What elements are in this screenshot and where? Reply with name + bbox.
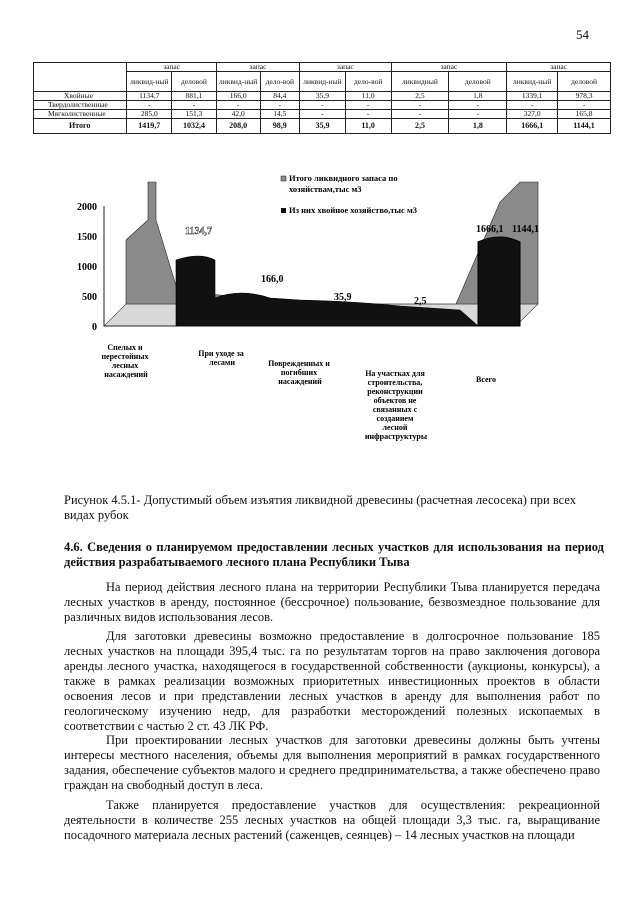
row-label: Хвойные xyxy=(34,92,127,101)
table-cell: 1134,7 xyxy=(127,92,172,101)
table-cell: - xyxy=(300,110,346,119)
table-cell: 42,0 xyxy=(216,110,260,119)
table-cell: - xyxy=(345,110,391,119)
category-line: На участках для xyxy=(365,369,425,378)
table-cell: 285,0 xyxy=(127,110,172,119)
y-tick-label: 1000 xyxy=(77,262,97,273)
data-label: 35,9 xyxy=(334,292,352,303)
table-cell: 1,8 xyxy=(449,92,507,101)
category-line: Спелых и xyxy=(107,343,143,352)
section-heading: 4.6. Сведения о планируемом предоставлении лесных участков для использования на период действия разрабатываемого лесного плана Республики Тыва xyxy=(64,540,604,569)
table-corner-cell xyxy=(34,63,127,92)
table-row xyxy=(34,110,611,119)
category-label xyxy=(198,349,246,367)
category-line: лесных xyxy=(111,361,139,370)
table-cell: - xyxy=(345,101,391,110)
category-line: перестойных xyxy=(101,352,149,361)
y-tick-label: 1500 xyxy=(77,232,97,243)
category-line: насаждений xyxy=(104,370,148,379)
table-subheader: ликвид-ный xyxy=(216,72,260,92)
category-line: созданием xyxy=(376,414,414,423)
series-coniferous-surface xyxy=(176,256,478,326)
row-label: Итого xyxy=(34,119,127,134)
table-subheader: дело-вой xyxy=(260,72,300,92)
table-cell: 978,3 xyxy=(558,92,611,101)
series-coniferous-last xyxy=(478,237,520,326)
category-line: инфраструктуры xyxy=(364,432,428,441)
table-cell: 1,8 xyxy=(449,119,507,134)
table-cell: 2,5 xyxy=(391,119,449,134)
table-cell: 11,0 xyxy=(345,92,391,101)
category-line: насаждений xyxy=(278,377,322,386)
category-line: Поврежденных и xyxy=(268,359,330,368)
table-cell: 98,9 xyxy=(260,119,300,134)
reserve-table xyxy=(33,62,611,134)
y-tick-label: 2000 xyxy=(77,202,97,213)
table-subheader: деловой xyxy=(449,72,507,92)
table-cell: - xyxy=(216,101,260,110)
table-group-header: запас xyxy=(216,63,299,72)
table-subheader: ликвид-ный xyxy=(300,72,346,92)
table-subheader: ликвид-ный xyxy=(507,72,558,92)
table-cell: 84,4 xyxy=(260,92,300,101)
category-line: лесной xyxy=(382,423,408,432)
legend-line: хозяйствам,тыс м3 xyxy=(289,184,362,194)
table-group-header: запас xyxy=(391,63,507,72)
category-line: строительства, xyxy=(367,378,423,387)
data-label: 1134,7 xyxy=(185,226,212,237)
table-group-header: запас xyxy=(127,63,216,72)
table-cell: 11,0 xyxy=(345,119,391,134)
data-label: 2,5 xyxy=(414,296,427,307)
table-cell: 327,0 xyxy=(507,110,558,119)
category-line: При уходе за xyxy=(198,349,244,358)
row-label: Твердолиственные xyxy=(34,101,127,110)
table-cell: 1144,1 xyxy=(558,119,611,134)
table-cell: - xyxy=(558,101,611,110)
category-line: объектов не xyxy=(373,396,417,405)
table-cell: - xyxy=(449,110,507,119)
table-subheader: деловой xyxy=(558,72,611,92)
legend-line: Итого ликвидного запаса по xyxy=(289,173,398,183)
table-cell: 166,0 xyxy=(216,92,260,101)
paragraph: Для заготовки древесины возможно предоставление в долгосрочное пользование 185 лесных участков на площади 395,4 тыс. га по результатам торгов на право заключения договора аренды лесного участка, находящегося в государственной собственности (аукционы, конкурсы), а также в рамках реализации возможных приоритетных инвестиционных проектов в области освоения лесов и при представлении лесных участков в аренду для выполнения работ по геологическому изучению недр, для разработки месторождений полезных ископаемых в соответствии с частью 2 ст. 43 ЛК РФ. xyxy=(64,629,600,733)
table-cell: 1419,7 xyxy=(127,119,172,134)
table-cell: - xyxy=(449,101,507,110)
category-label xyxy=(101,343,150,379)
table-cell: - xyxy=(507,101,558,110)
table-cell: - xyxy=(172,101,217,110)
table-subheader: деловой xyxy=(172,72,217,92)
table-cell: 881,1 xyxy=(172,92,217,101)
table-cell: 1666,1 xyxy=(507,119,558,134)
legend-label-total xyxy=(289,173,400,194)
legend-label-coniferous: Из них хвойное хозяйство,тыс м3 xyxy=(289,205,417,215)
table-cell: - xyxy=(127,101,172,110)
table-cell: - xyxy=(391,110,449,119)
table-subheader: ликвидный xyxy=(391,72,449,92)
table-total-row xyxy=(34,119,611,134)
table-cell: 35,9 xyxy=(300,119,346,134)
paragraph: При проектировании лесных участков для заготовки древесины должны быть учтены интересы местного населения, объемы для выполнения мероприятий в рамках государственного задания, обеспечение субъектов малого и среднего предпринимательства, а также обеспечено право граждан на свободный доступ в леса. xyxy=(64,733,600,792)
table-cell: - xyxy=(391,101,449,110)
category-line: реконструкции xyxy=(367,387,423,396)
table-cell: - xyxy=(260,101,300,110)
table-cell: 151,3 xyxy=(172,110,217,119)
figure-caption: Рисунок 4.5.1- Допустимый объем изъятия ликвидной древесины (расчетная лесосека) при всех видах рубок xyxy=(64,493,576,522)
y-tick-label: 0 xyxy=(92,322,97,333)
category-line: погибших xyxy=(280,368,318,377)
y-tick-label: 500 xyxy=(82,292,97,303)
table-cell: 1032,4 xyxy=(172,119,217,134)
category-label: Всего xyxy=(476,375,496,384)
category-line: лесами xyxy=(209,358,235,367)
legend-swatch-coniferous xyxy=(281,208,286,213)
category-line: связанных с xyxy=(372,405,418,414)
table-cell: - xyxy=(300,101,346,110)
table-group-header: запас xyxy=(507,63,611,72)
bar-chart xyxy=(0,170,640,490)
paragraph: Также планируется предоставление участков для осуществления: рекреационной деятельности в количестве 255 лесных участков на общей площади 3,3 тыс. га, выращивание посадочного материала лесных растений (саженцев, сеянцев) – 14 лесных участков на площади xyxy=(64,798,600,842)
table-cell: 2,5 xyxy=(391,92,449,101)
table-group-header: запас xyxy=(300,63,391,72)
table-cell: 165,8 xyxy=(558,110,611,119)
table-header-row xyxy=(34,63,611,72)
data-label: 166,0 xyxy=(261,274,284,285)
legend-swatch-total xyxy=(281,176,286,181)
category-label xyxy=(365,369,428,441)
category-label xyxy=(268,359,332,386)
page-number: 54 xyxy=(576,27,589,42)
table-subheader: ликвид-ный xyxy=(127,72,172,92)
row-label: Мягколиственные xyxy=(34,110,127,119)
table-cell: 35,9 xyxy=(300,92,346,101)
table-cell: 208,0 xyxy=(216,119,260,134)
table-cell: 14,5 xyxy=(260,110,300,119)
paragraph: На период действия лесного плана на территории Республики Тыва планируется передача лесных участков в аренду, постоянное (бессрочное) пользование, безвозмездное пользование для различных видов использования лесов. xyxy=(64,580,600,624)
table-subheader: дело-вой xyxy=(345,72,391,92)
table-cell: 1339,1 xyxy=(507,92,558,101)
data-label: 1666,1 xyxy=(476,224,504,235)
data-label: 1144,1 xyxy=(512,224,539,235)
